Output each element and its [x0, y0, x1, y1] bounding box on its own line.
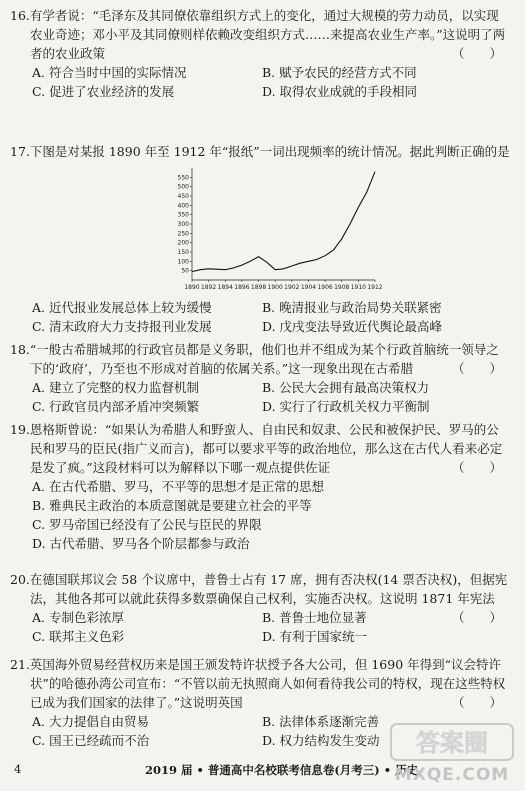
option-c: C. 罗马帝国已经没有了公民与臣民的界限: [32, 517, 262, 532]
y-tick-label: 150: [177, 249, 189, 256]
question-20-answer-paren: （ ）: [451, 610, 502, 625]
option-b: B. 普鲁士地位显著: [262, 610, 367, 625]
option-a: A. 在古代希腊、罗马，不平等的思想才是正常的思想: [32, 479, 324, 494]
x-tick-label: 1898: [250, 284, 267, 291]
y-tick-label: 50: [181, 267, 189, 275]
y-tick-label: 100: [177, 258, 189, 266]
x-tick-label: 1912: [367, 284, 383, 291]
question-18-options: [10, 378, 510, 416]
option-b: B. 公民大会拥有最高决策权力: [262, 380, 430, 395]
option-a: A. 大力提倡自由贸易: [32, 714, 149, 729]
x-tick-label: 1904: [300, 284, 317, 291]
option-a: A. 建立了完整的权力监督机制: [32, 380, 199, 395]
option-b: B. 赋予农民的经营方式不同: [262, 65, 417, 80]
y-tick-label: 550: [177, 174, 189, 182]
y-tick-label: 200: [177, 239, 189, 247]
question-19-stem: 19.恩格斯曾说：“如果认为希腊人和野蛮人、自由民和奴隶、公民和被保护民、罗马的公民和罗马的臣民(指广义而言)，都可以要求平等的政治地位，那么这在古代人看来必定是发了疯。”这段材料可以为解释以下哪一观点提供佐证: [10, 422, 503, 475]
x-tick-label: 1890: [184, 284, 200, 291]
x-tick-label: 1892: [200, 284, 217, 291]
question-17: [10, 142, 510, 161]
y-tick-label: 350: [177, 211, 189, 219]
x-tick-label: 1894: [217, 284, 233, 291]
question-18-answer-paren: （ ）: [451, 361, 502, 376]
option-c: C. 联邦主义色彩: [32, 629, 125, 644]
question-18: [10, 340, 510, 416]
watermark-top-text: 答案圈: [416, 729, 488, 757]
question-21-answer-paren: （ ）: [451, 695, 502, 710]
option-c: C. 促进了农业经济的发展: [32, 84, 175, 99]
x-tick-label: 1906: [317, 284, 333, 291]
question-17-stem: 17.下图是对某报 1890 年至 1912 年“报纸”一词出现频率的统计情况。据此判断正确的是: [10, 144, 510, 159]
option-a: A. 符合当时中国的实际情况: [32, 65, 187, 80]
option-d: D. 戊戌变法导致近代舆论最高峰: [262, 319, 443, 334]
newspaper-frequency-chart: [170, 162, 390, 297]
question-17-options: [10, 298, 510, 336]
watermark-logo: [387, 722, 517, 786]
option-d: D. 有利于国家统一: [262, 629, 368, 644]
option-b: B. 法律体系逐渐完善: [262, 714, 380, 729]
x-tick-label: 1900: [267, 284, 283, 291]
y-axis: [178, 168, 192, 280]
x-tick-label: 1896: [234, 284, 250, 291]
question-19-answer-paren: （ ）: [451, 460, 502, 475]
y-tick-label: 400: [177, 202, 189, 210]
watermark-bottom-text: MXQE.COM: [394, 765, 510, 785]
y-tick-label: 500: [177, 183, 189, 191]
question-17-options-block: [10, 298, 510, 336]
option-d: D. 权力结构发生变动: [262, 733, 380, 748]
question-20-stem: 20.在德国联邦议会 58 个议席中，普鲁士占有 17 席，拥有否决权(14 票否决权)，但据宪法，其他各邦可以就此获得多数票确保自己权利，实施否决权。这说明 1871 年宪法: [10, 572, 508, 606]
frequency-line: [192, 172, 375, 272]
question-19-options: [10, 477, 510, 553]
option-d: D. 古代希腊、罗马各个阶层都参与政治: [32, 536, 250, 551]
question-19: [10, 420, 510, 553]
x-tick-label: 1902: [284, 284, 300, 291]
question-16-stem: 16.有学者说：“毛泽东及其同僚依靠组织方式上的变化，通过大规模的劳力动员，以实现农业奇迹；邓小平及其同僚则样依赖改变组织方式……来提高农业生产率。”这说明了两者的农业政策: [10, 8, 506, 61]
option-c: C. 国王已经疏而不治: [32, 733, 150, 748]
footer-title: 2019 届 • 普通高中名校联考信息卷(月考三) • 历史: [145, 763, 419, 777]
question-16: [10, 6, 510, 101]
x-tick-label: 1910: [350, 284, 367, 291]
x-axis: [184, 280, 382, 291]
question-21-stem: 21.英国海外贸易经营权历来是国王颁发特许状授予各大公司，但 1690 年得到“议会特许状”的哈德孙湾公司宣布：“不管以前无执照商人如何看待我公司的特权，现在这些特权已成为我们国家的法律了。”这说明英国: [10, 657, 506, 710]
option-c: C. 行政官员内部矛盾冲突频繁: [32, 399, 200, 414]
option-b: B. 晚清报业与政治局势关联紧密: [262, 300, 442, 315]
question-20: [10, 570, 510, 646]
option-c: C. 清末政府大力支持报刊业发展: [32, 319, 212, 334]
y-tick-label: 250: [177, 230, 189, 238]
option-a: A. 近代报业发展总体上较为缓慢: [32, 300, 212, 315]
option-d: D. 取得农业成就的手段相同: [262, 84, 418, 99]
question-18-stem: 18.“一般古希腊城邦的行政官员都是义务职，他们也并不组成为某个行政首脑统一领导之下的‘政府’，乃至也不形成对首脑的依属关系。”这一现象出现在古希腊: [10, 342, 499, 376]
question-16-answer-paren: （ ）: [451, 46, 502, 61]
option-d: D. 实行了行政机关权力平衡制: [262, 399, 430, 414]
x-tick-label: 1908: [334, 284, 350, 291]
y-tick-label: 300: [177, 221, 189, 228]
question-16-options: [10, 63, 510, 101]
y-tick-label: 450: [177, 193, 189, 200]
option-a: A. 专制色彩浓厚: [32, 610, 124, 625]
option-b: B. 雅典民主政治的本质意图就是要建立社会的平等: [32, 498, 312, 513]
page-number: 4: [14, 762, 22, 776]
question-20-options: [10, 608, 510, 646]
